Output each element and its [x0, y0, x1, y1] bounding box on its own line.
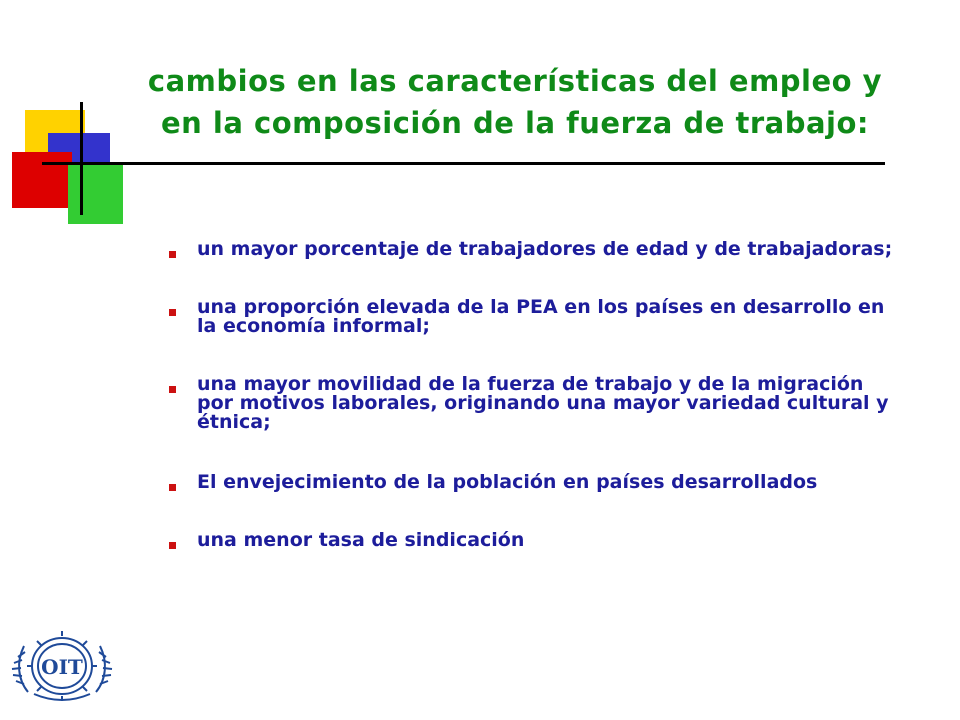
decorative-red-square: [12, 152, 72, 208]
bullet-text: una mayor movilidad de la fuerza de trabajo y de la migración por motivos laborales, originando una mayor variedad cultural y étnica;: [197, 373, 889, 433]
bullet-item: [166, 298, 896, 336]
bullet-text: una proporción elevada de la PEA en los países en desarrollo en la economía informal;: [197, 296, 885, 337]
ilo-emblem-icon: [10, 622, 114, 708]
bullet-text: una menor tasa de sindicación: [197, 529, 525, 551]
decorative-vertical-line: [80, 102, 83, 215]
bullet-square-icon: [169, 251, 176, 258]
bullet-item: [166, 531, 896, 550]
title-underline: [42, 162, 885, 165]
slide-title: [110, 60, 920, 144]
bullet-list: [166, 240, 896, 588]
bullet-square-icon: [169, 484, 176, 491]
bullet-item: [166, 473, 896, 492]
bullet-text: El envejecimiento de la población en países desarrollados: [197, 471, 818, 493]
title-line-2: en la composición de la fuerza de trabajo:: [161, 106, 869, 140]
bullet-square-icon: [169, 309, 176, 316]
title-line-1: cambios en las características del empleo y: [147, 64, 883, 98]
bullet-item: [166, 240, 896, 259]
logo-text: OIT: [41, 655, 83, 679]
bullet-item: [166, 375, 896, 432]
bullet-square-icon: [169, 542, 176, 549]
bullet-text: un mayor porcentaje de trabajadores de edad y de trabajadoras;: [197, 238, 893, 260]
decorative-green-square: [68, 162, 123, 224]
bullet-square-icon: [169, 386, 176, 393]
